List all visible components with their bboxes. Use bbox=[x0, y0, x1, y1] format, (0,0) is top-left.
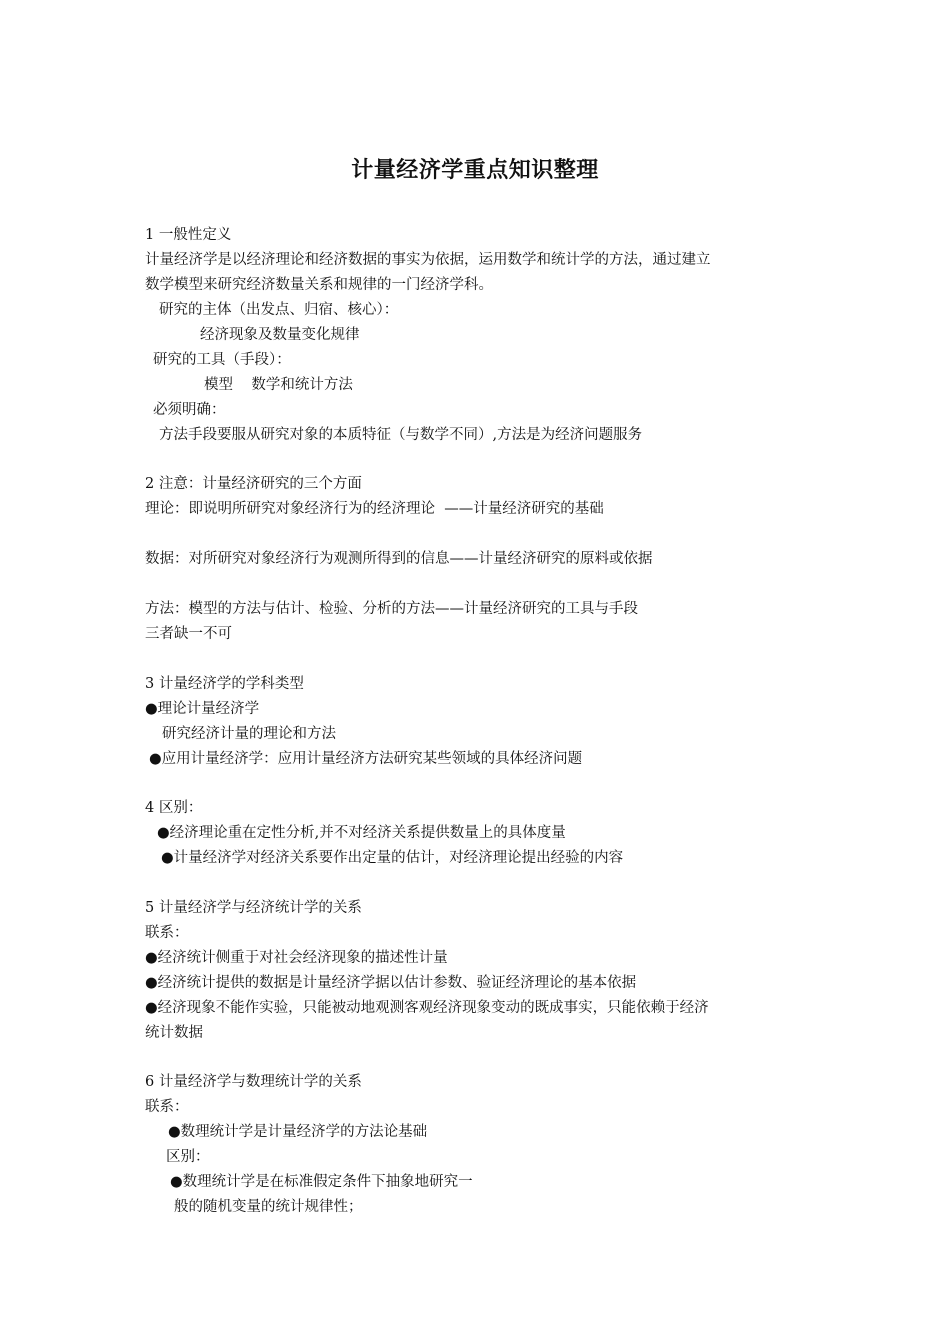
paragraph-line: 必须明确： bbox=[153, 402, 226, 418]
bullet-item: ●经济现象不能作实验，只能被动地观测客观经济现象变动的既成事实，只能依赖于经济 bbox=[145, 1000, 709, 1016]
document-title: 计量经济学重点知识整理 bbox=[351, 157, 599, 183]
paragraph-line: 联系： bbox=[145, 925, 189, 941]
paragraph-line: 数据：对所研究对象经济行为观测所得到的信息——计量经济研究的原料或依据 bbox=[145, 551, 653, 567]
paragraph-line: 模型 数学和统计方法 bbox=[204, 377, 353, 393]
bullet-item: ●经济理论重在定性分析,并不对经济关系提供数量上的具体度量 bbox=[157, 825, 566, 841]
section-heading-1: 1 一般性定义 bbox=[145, 227, 232, 243]
paragraph-line: 般的随机变量的统计规律性； bbox=[174, 1199, 363, 1215]
bullet-item: ●计量经济学对经济关系要作出定量的估计，对经济理论提出经验的内容 bbox=[161, 850, 624, 866]
paragraph-line: 研究的工具（手段）： bbox=[153, 352, 291, 368]
paragraph-line: 方法手段要服从研究对象的本质特征（与数学不同）,方法是为经济问题服务 bbox=[159, 427, 643, 443]
bullet-item: ●经济统计侧重于对社会经济现象的描述性计量 bbox=[145, 950, 448, 966]
paragraph-line: 三者缺一不可 bbox=[145, 626, 232, 642]
section-heading-3: 3 计量经济学的学科类型 bbox=[145, 676, 304, 692]
bullet-item: ●数理统计学是计量经济学的方法论基础 bbox=[168, 1124, 428, 1140]
section-heading-5: 5 计量经济学与经济统计学的关系 bbox=[145, 900, 362, 916]
bullet-item: ●应用计量经济学：应用计量经济方法研究某些领域的具体经济问题 bbox=[149, 751, 583, 767]
paragraph-line: 数学模型来研究经济数量关系和规律的一门经济学科。 bbox=[145, 277, 493, 293]
paragraph-line: 研究经济计量的理论和方法 bbox=[162, 726, 336, 742]
paragraph-line: 理论：即说明所研究对象经济行为的经济理论 ——计量经济研究的基础 bbox=[145, 501, 604, 517]
paragraph-line: 区别： bbox=[166, 1149, 210, 1165]
paragraph-line: 统计数据 bbox=[145, 1025, 203, 1041]
bullet-item: ●数理统计学是在标准假定条件下抽象地研究一 bbox=[170, 1174, 473, 1190]
paragraph-line: 计量经济学是以经济理论和经济数据的事实为依据，运用数学和统计学的方法，通过建立 bbox=[145, 252, 711, 268]
paragraph-line: 联系： bbox=[145, 1099, 189, 1115]
bullet-item: ●经济统计提供的数据是计量经济学据以估计参数、验证经济理论的基本依据 bbox=[145, 975, 637, 991]
paragraph-line: 方法：模型的方法与估计、检验、分析的方法——计量经济研究的工具与手段 bbox=[145, 601, 638, 617]
paragraph-line: 研究的主体（出发点、归宿、核心）： bbox=[159, 302, 399, 318]
section-heading-4: 4 区别： bbox=[145, 800, 203, 816]
bullet-item: ●理论计量经济学 bbox=[145, 701, 260, 717]
section-heading-2: 2 注意：计量经济研究的三个方面 bbox=[145, 476, 362, 492]
section-heading-6: 6 计量经济学与数理统计学的关系 bbox=[145, 1074, 362, 1090]
paragraph-line: 经济现象及数量变化规律 bbox=[200, 327, 360, 343]
